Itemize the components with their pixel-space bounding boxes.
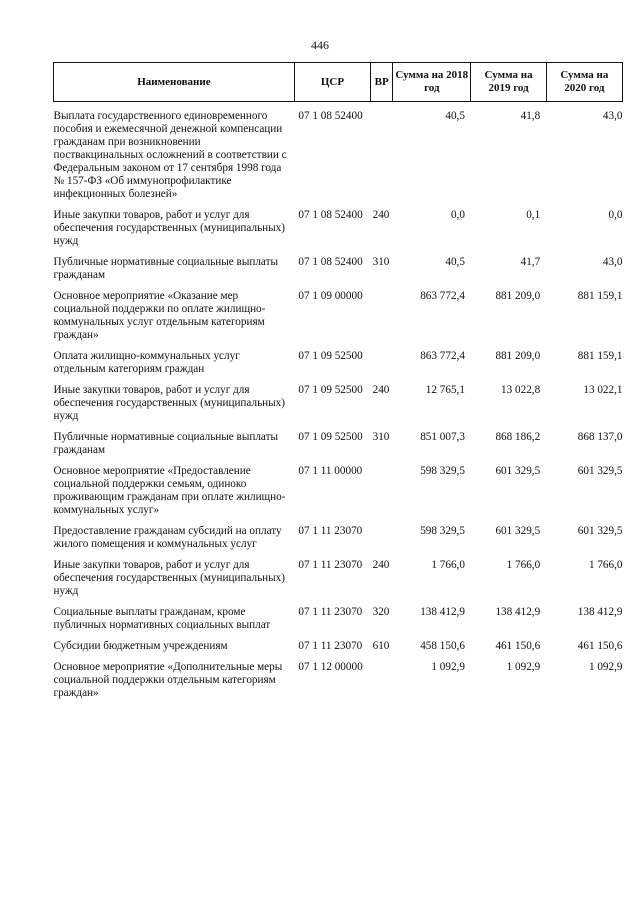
row-sum-2020: 461 150,6 <box>577 640 623 652</box>
row-spacer-cell <box>54 282 623 290</box>
header-sum-2020: Сумма на 2020 год <box>546 63 622 102</box>
row-sum-2018: 1 766,0 <box>431 559 465 571</box>
row-csr-code: 07 1 11 00000 <box>298 465 363 477</box>
row-spacer <box>54 551 623 559</box>
row-vr-code <box>371 290 393 342</box>
row-spacer-cell <box>54 632 623 640</box>
row-spacer-cell <box>54 102 623 111</box>
row-sum-2019: 41,8 <box>520 110 541 122</box>
row-csr-code: 07 1 11 23070 <box>298 559 363 571</box>
row-spacer-cell <box>54 457 623 465</box>
row-spacer <box>54 598 623 606</box>
table-row <box>54 606 623 632</box>
header-row <box>54 63 623 102</box>
row-sum-2019: 461 150,6 <box>495 640 541 652</box>
row-vr-code <box>371 350 393 376</box>
header-sum-2018: Сумма на 2018 год <box>393 63 471 102</box>
row-vr-code: 240 <box>372 559 390 571</box>
header-name: Наименование <box>54 63 295 102</box>
row-sum-2020: 601 329,5 <box>577 525 623 537</box>
row-csr-code: 07 1 08 52400 <box>298 209 363 221</box>
row-sum-2020: 138 412,9 <box>577 606 623 618</box>
row-sum-2018: 598 329,5 <box>420 465 465 477</box>
row-name: Иные закупки товаров, работ и услуг для обеспечения государственных (муниципальных) нужд <box>53 559 285 597</box>
row-sum-2018: 40,5 <box>445 256 465 268</box>
row-name: Предоставление гражданам субсидий на оплату жилого помещения и коммунальных услуг <box>53 525 282 550</box>
table-header <box>54 63 623 102</box>
row-spacer-cell <box>54 517 623 525</box>
row-sum-2020: 1 092,9 <box>588 661 623 673</box>
header-sum-2019: Сумма на 2019 год <box>471 63 546 102</box>
row-csr-code: 07 1 11 23070 <box>298 525 363 537</box>
row-sum-2020: 868 137,0 <box>577 431 623 443</box>
row-vr-code <box>371 110 393 201</box>
row-name: Основное мероприятие «Предоставление социальной поддержки семьям, одиноко проживающим гражданам при оплате жилищно-коммунальных услуг» <box>53 465 286 516</box>
row-spacer-cell <box>54 653 623 661</box>
table-row <box>54 290 623 342</box>
row-name: Субсидии бюджетным учреждениям <box>53 640 228 652</box>
row-spacer-cell <box>54 248 623 256</box>
row-sum-2018: 1 092,9 <box>431 661 465 673</box>
row-spacer <box>54 632 623 640</box>
row-vr-code: 240 <box>372 384 390 396</box>
table-row <box>54 384 623 423</box>
row-sum-2018: 0,0 <box>450 209 465 221</box>
table-row <box>54 661 623 700</box>
row-sum-2019: 881 209,0 <box>495 290 541 302</box>
row-vr-code: 610 <box>372 640 390 652</box>
row-sum-2019: 1 766,0 <box>506 559 541 571</box>
row-name: Выплата государственного единовременного пособия и ежемесячной денежной компенсации гражданам при возникновении поствакцинальных осложнений в соответствии с Федеральным законом от 17 сентября 1998 года № 157-ФЗ «Об иммунопрофилактике инфекционных болезней» <box>53 110 287 200</box>
row-sum-2019: 881 209,0 <box>495 350 541 362</box>
page-number: 446 <box>311 38 329 52</box>
row-sum-2018: 598 329,5 <box>420 525 465 537</box>
row-vr-code: 310 <box>372 431 390 443</box>
row-spacer-cell <box>54 342 623 350</box>
row-sum-2019: 868 186,2 <box>495 431 541 443</box>
table-row <box>54 350 623 376</box>
row-spacer <box>54 457 623 465</box>
row-csr-code: 07 1 09 00000 <box>298 290 363 302</box>
row-vr-code: 320 <box>372 606 390 618</box>
row-name: Оплата жилищно-коммунальных услуг отдельным категориям граждан <box>53 350 240 375</box>
row-csr-code: 07 1 11 23070 <box>298 606 363 618</box>
table-row <box>54 640 623 653</box>
row-spacer <box>54 342 623 350</box>
row-spacer-cell <box>54 201 623 209</box>
row-csr-code: 07 1 08 52400 <box>298 110 363 122</box>
row-spacer <box>54 282 623 290</box>
row-sum-2019: 13 022,8 <box>501 384 541 396</box>
row-vr-code <box>371 661 393 700</box>
row-sum-2020: 601 329,5 <box>577 465 623 477</box>
row-sum-2018: 851 007,3 <box>420 431 465 443</box>
row-csr-code: 07 1 08 52400 <box>298 256 363 268</box>
row-spacer <box>54 517 623 525</box>
table-row <box>54 559 623 598</box>
row-name: Социальные выплаты гражданам, кроме публичных нормативных социальных выплат <box>53 606 271 631</box>
row-csr-code: 07 1 09 52500 <box>298 431 363 443</box>
row-csr-code: 07 1 09 52500 <box>298 350 363 362</box>
row-sum-2019: 0,1 <box>526 209 541 221</box>
table-row <box>54 525 623 551</box>
row-spacer <box>54 201 623 209</box>
row-sum-2020: 13 022,1 <box>583 384 623 396</box>
row-sum-2019: 601 329,5 <box>495 525 541 537</box>
table-row <box>54 110 623 201</box>
row-sum-2018: 863 772,4 <box>420 350 465 362</box>
row-csr-code: 07 1 12 00000 <box>298 661 363 673</box>
row-sum-2018: 458 150,6 <box>420 640 465 652</box>
row-csr-code: 07 1 11 23070 <box>298 640 363 652</box>
row-sum-2019: 138 412,9 <box>495 606 541 618</box>
row-spacer-cell <box>54 551 623 559</box>
row-sum-2020: 1 766,0 <box>588 559 623 571</box>
row-sum-2020: 43,0 <box>602 110 623 122</box>
row-vr-code: 240 <box>372 209 390 221</box>
budget-table <box>53 62 623 700</box>
row-sum-2018: 12 765,1 <box>425 384 465 396</box>
row-name: Основное мероприятие «Оказание мер социальной поддержки по оплате жилищно-коммунальных услуг отдельным категориям граждан» <box>53 290 266 341</box>
table-row <box>54 465 623 517</box>
row-sum-2020: 881 159,1 <box>577 350 623 362</box>
row-name: Публичные нормативные социальные выплаты гражданам <box>53 431 279 456</box>
row-sum-2020: 0,0 <box>608 209 623 221</box>
row-sum-2018: 40,5 <box>445 110 465 122</box>
row-spacer <box>54 102 623 111</box>
row-spacer <box>54 423 623 431</box>
header-vr: ВР <box>371 63 393 102</box>
row-sum-2018: 863 772,4 <box>420 290 465 302</box>
row-sum-2018: 138 412,9 <box>420 606 465 618</box>
header-csr: ЦСР <box>294 63 370 102</box>
row-spacer <box>54 248 623 256</box>
row-name: Публичные нормативные социальные выплаты гражданам <box>53 256 279 281</box>
table-row <box>54 431 623 457</box>
row-sum-2020: 43,0 <box>602 256 623 268</box>
row-name: Иные закупки товаров, работ и услуг для обеспечения государственных (муниципальных) нужд <box>53 209 285 247</box>
row-sum-2019: 601 329,5 <box>495 465 541 477</box>
row-sum-2019: 41,7 <box>520 256 541 268</box>
row-vr-code <box>371 465 393 517</box>
table-body <box>54 102 623 701</box>
row-name: Иные закупки товаров, работ и услуг для обеспечения государственных (муниципальных) нужд <box>53 384 285 422</box>
row-vr-code: 310 <box>372 256 390 268</box>
table-row <box>54 256 623 282</box>
row-spacer-cell <box>54 598 623 606</box>
row-spacer <box>54 653 623 661</box>
row-sum-2019: 1 092,9 <box>506 661 541 673</box>
table-row <box>54 209 623 248</box>
row-csr-code: 07 1 09 52500 <box>298 384 363 396</box>
row-spacer-cell <box>54 423 623 431</box>
row-spacer <box>54 376 623 384</box>
row-vr-code <box>371 525 393 551</box>
row-name: Основное мероприятие «Дополнительные меры социальной поддержки отдельным категориям граждан» <box>53 661 283 699</box>
row-spacer-cell <box>54 376 623 384</box>
row-sum-2020: 881 159,1 <box>577 290 623 302</box>
